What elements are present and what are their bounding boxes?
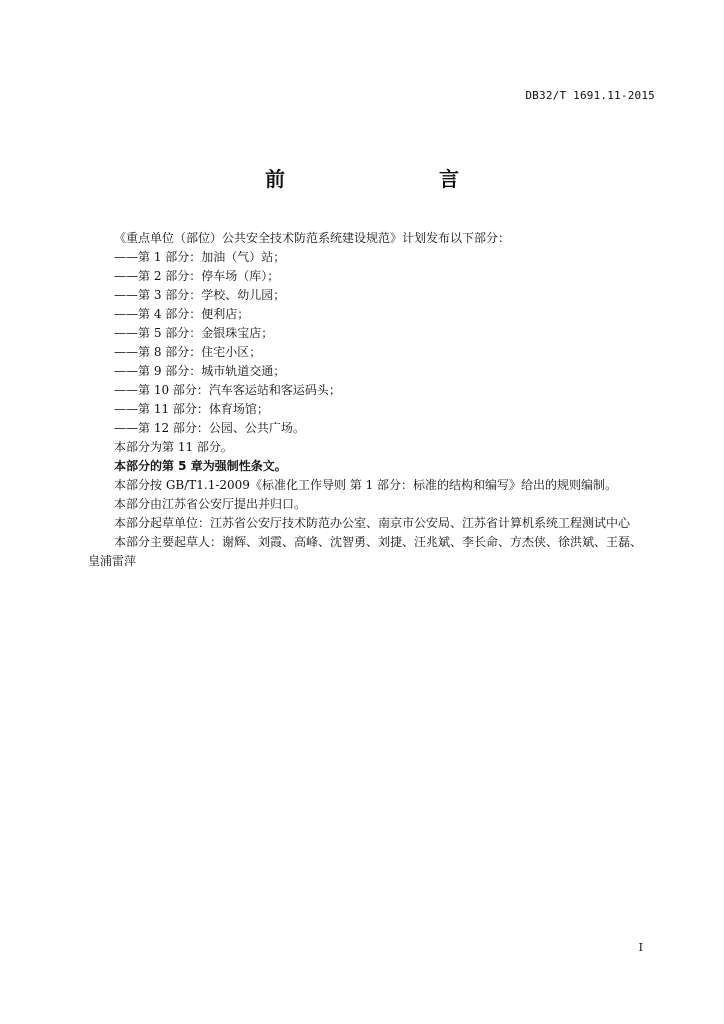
part-list-item: ——第 5 部分：金银珠宝店；	[114, 326, 274, 340]
proposer-statement: 本部分由江苏省公安厅提出并归口。	[114, 497, 307, 511]
drafters-statement-continued: 皇浦雷萍	[88, 554, 137, 568]
part-list-item: ——第 12 部分：公园、公共广场。	[114, 421, 305, 435]
drafting-rule-statement: 本部分按 GB/T1.1-2009《标准化工作导则 第 1 部分：标准的结构和编写》给出的规则编制。	[114, 478, 618, 492]
part-list-item: ——第 4 部分：便利店；	[114, 307, 250, 321]
page-number: I	[638, 941, 643, 954]
part-list-item: ——第 9 部分：城市轨道交通；	[114, 364, 286, 378]
intro-paragraph: 《重点单位（部位）公共安全技术防范系统建设规范》计划发布以下部分：	[114, 231, 511, 245]
part-list-item: ——第 10 部分：汽车客运站和客运码头；	[114, 383, 341, 397]
drafting-units-statement: 本部分起草单位：江苏省公安厅技术防范办公室、南京市公安局、江苏省计算机系统工程测试中心	[114, 516, 631, 530]
this-part-statement: 本部分为第 11 部分。	[114, 440, 233, 454]
page-title: 前 言	[265, 167, 497, 191]
part-list-item: ——第 11 部分：体育场馆；	[114, 402, 269, 416]
part-list-item: ——第 1 部分：加油（气）站；	[114, 250, 286, 264]
part-list-item: ——第 8 部分：住宅小区；	[114, 345, 262, 359]
part-list-item: ——第 2 部分：停车场（库）；	[114, 269, 280, 283]
drafters-statement: 本部分主要起草人：谢辉、刘霞、高峰、沈智勇、刘捷、汪兆斌、李长命、方杰侠、徐洪斌、王磊、	[114, 535, 643, 549]
foreword-body	[88, 229, 658, 571]
mandatory-clause-statement: 本部分的第 5 章为强制性条文。	[114, 459, 287, 473]
document-code: DB32/T 1691.11-2015	[525, 89, 655, 102]
part-list-item: ——第 3 部分：学校、幼儿园；	[114, 288, 286, 302]
